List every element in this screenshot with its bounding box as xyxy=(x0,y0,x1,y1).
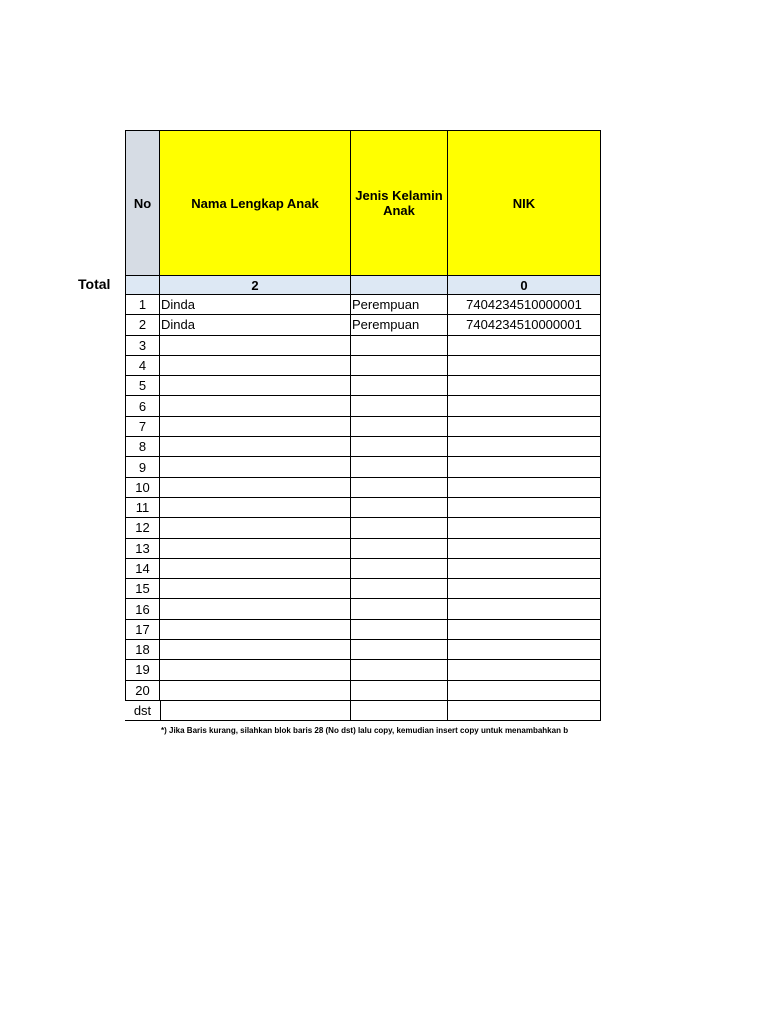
total-gender-cell[interactable] xyxy=(351,276,448,294)
table-row xyxy=(125,417,601,437)
row-no-cell[interactable]: 13 xyxy=(125,539,160,558)
row-no-cell[interactable]: 11 xyxy=(125,498,160,517)
row-nik-cell[interactable] xyxy=(448,478,601,497)
dst-cell[interactable]: dst xyxy=(133,702,152,718)
row-name-cell[interactable] xyxy=(160,478,351,497)
row-gender-cell[interactable] xyxy=(351,518,448,537)
row-nik-cell[interactable]: 7404234510000001 xyxy=(448,295,601,314)
footnote: *) Jika Baris kurang, silahkan blok baris 28 (No dst) lalu copy, kemudian insert copy untuk menambahkan b xyxy=(161,726,569,735)
row-nik-cell[interactable] xyxy=(448,498,601,517)
row-nik-cell[interactable] xyxy=(448,681,601,700)
row-no-cell[interactable]: 8 xyxy=(125,437,160,456)
row-name-cell[interactable] xyxy=(160,498,351,517)
header-no[interactable]: No xyxy=(125,131,160,275)
table-row xyxy=(125,498,601,518)
table-row xyxy=(125,539,601,559)
table-row xyxy=(125,356,601,376)
row-no-cell[interactable]: 6 xyxy=(125,396,160,415)
row-no-cell[interactable]: 2 xyxy=(125,315,160,334)
row-nik-cell[interactable] xyxy=(448,640,601,659)
table-row xyxy=(125,315,601,335)
table-row xyxy=(125,660,601,680)
row-name-cell[interactable] xyxy=(160,396,351,415)
dst-nik-cell[interactable] xyxy=(448,701,601,720)
row-gender-cell[interactable] xyxy=(351,539,448,558)
row-name-cell[interactable] xyxy=(160,681,351,700)
table-row xyxy=(125,599,601,619)
table-row xyxy=(125,559,601,579)
total-no-cell[interactable] xyxy=(125,276,160,294)
row-gender-cell[interactable]: Perempuan xyxy=(351,315,448,334)
row-no-cell[interactable]: 12 xyxy=(125,518,160,537)
table-row xyxy=(125,478,601,498)
total-name-cell[interactable]: 2 xyxy=(160,276,351,294)
header-gender[interactable]: Jenis Kelamin Anak xyxy=(351,131,448,275)
table-row xyxy=(125,457,601,477)
row-nik-cell[interactable] xyxy=(448,559,601,578)
table-row xyxy=(125,396,601,416)
row-no-cell[interactable]: 5 xyxy=(125,376,160,395)
row-nik-cell[interactable] xyxy=(448,579,601,598)
row-gender-cell[interactable] xyxy=(351,417,448,436)
row-gender-cell[interactable] xyxy=(351,640,448,659)
row-gender-cell[interactable] xyxy=(351,681,448,700)
table-row xyxy=(125,336,601,356)
row-no-cell[interactable]: 4 xyxy=(125,356,160,375)
row-name-cell[interactable] xyxy=(160,437,351,456)
row-nik-cell[interactable] xyxy=(448,539,601,558)
row-name-cell[interactable] xyxy=(160,457,351,476)
row-no-cell[interactable]: 17 xyxy=(125,620,160,639)
row-name-cell[interactable] xyxy=(160,336,351,355)
table-row xyxy=(125,640,601,660)
row-name-cell[interactable]: Dinda xyxy=(160,315,351,334)
row-no-cell[interactable]: 9 xyxy=(125,457,160,476)
row-gender-cell[interactable] xyxy=(351,376,448,395)
row-name-cell[interactable] xyxy=(160,599,351,618)
row-gender-cell[interactable] xyxy=(351,559,448,578)
row-gender-cell[interactable] xyxy=(351,599,448,618)
table-row xyxy=(125,518,601,538)
table-row xyxy=(125,681,601,701)
row-no-cell[interactable]: 18 xyxy=(125,640,160,659)
row-name-cell[interactable] xyxy=(160,579,351,598)
row-no-cell[interactable]: 1 xyxy=(125,295,160,314)
row-name-cell[interactable]: Dinda xyxy=(160,295,351,314)
row-nik-cell[interactable] xyxy=(448,396,601,415)
header-nik[interactable]: NIK xyxy=(448,131,601,275)
row-nik-cell[interactable] xyxy=(448,376,601,395)
row-nik-cell[interactable] xyxy=(448,336,601,355)
row-nik-cell[interactable] xyxy=(448,620,601,639)
total-row xyxy=(125,276,601,295)
row-gender-cell[interactable] xyxy=(351,660,448,679)
table-row xyxy=(125,437,601,457)
row-gender-cell[interactable] xyxy=(351,336,448,355)
data-table xyxy=(125,130,601,721)
total-nik-cell[interactable]: 0 xyxy=(448,276,601,294)
row-name-cell[interactable] xyxy=(160,559,351,578)
row-gender-cell[interactable] xyxy=(351,457,448,476)
row-name-cell[interactable] xyxy=(160,518,351,537)
row-no-cell[interactable]: 10 xyxy=(125,478,160,497)
row-no-cell[interactable]: 16 xyxy=(125,599,160,618)
dst-name-cell[interactable] xyxy=(160,701,351,720)
row-gender-cell[interactable] xyxy=(351,396,448,415)
row-no-cell[interactable]: 15 xyxy=(125,579,160,598)
dst-gender-cell[interactable] xyxy=(351,701,448,720)
row-name-cell[interactable] xyxy=(160,640,351,659)
row-no-cell[interactable]: 20 xyxy=(125,681,160,700)
row-gender-cell[interactable] xyxy=(351,498,448,517)
row-name-cell[interactable] xyxy=(160,539,351,558)
row-nik-cell[interactable] xyxy=(448,457,601,476)
row-name-cell[interactable] xyxy=(160,356,351,375)
table-row xyxy=(125,376,601,396)
row-gender-cell[interactable] xyxy=(351,620,448,639)
row-gender-cell[interactable] xyxy=(351,356,448,375)
row-nik-cell[interactable] xyxy=(448,518,601,537)
table-row xyxy=(125,620,601,640)
row-nik-cell[interactable] xyxy=(448,417,601,436)
row-name-cell[interactable] xyxy=(160,660,351,679)
row-gender-cell[interactable] xyxy=(351,579,448,598)
row-name-cell[interactable] xyxy=(160,620,351,639)
table-row xyxy=(125,295,601,315)
row-nik-cell[interactable]: 7404234510000001 xyxy=(448,315,601,334)
header-name[interactable]: Nama Lengkap Anak xyxy=(160,131,351,275)
table-body xyxy=(125,295,601,701)
table-row xyxy=(125,579,601,599)
row-gender-cell[interactable]: Perempuan xyxy=(351,295,448,314)
table-header-row xyxy=(125,130,601,276)
row-no-cell[interactable]: 7 xyxy=(125,417,160,436)
row-nik-cell[interactable] xyxy=(448,660,601,679)
row-no-cell[interactable]: 19 xyxy=(125,660,160,679)
total-label: Total xyxy=(78,276,111,292)
row-no-cell[interactable]: 3 xyxy=(125,336,160,355)
row-nik-cell[interactable] xyxy=(448,599,601,618)
row-nik-cell[interactable] xyxy=(448,437,601,456)
row-gender-cell[interactable] xyxy=(351,478,448,497)
row-gender-cell[interactable] xyxy=(351,437,448,456)
row-nik-cell[interactable] xyxy=(448,356,601,375)
row-name-cell[interactable] xyxy=(160,376,351,395)
row-no-cell[interactable]: 14 xyxy=(125,559,160,578)
row-name-cell[interactable] xyxy=(160,417,351,436)
dst-row xyxy=(125,701,601,721)
